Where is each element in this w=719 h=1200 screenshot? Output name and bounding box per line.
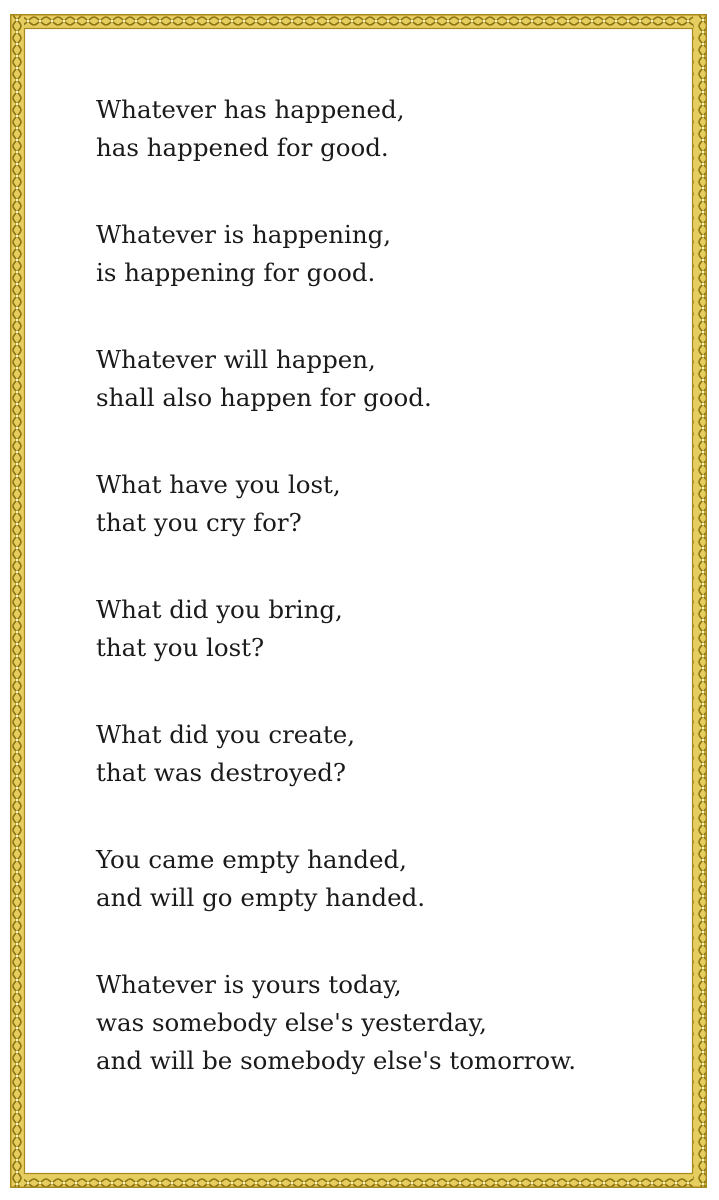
poem-line: Whatever has happened, xyxy=(96,95,405,124)
stanza-4 xyxy=(96,466,676,542)
poem-line: What did you create, xyxy=(96,720,356,749)
stanza-8 xyxy=(96,966,676,1080)
poem-line: that you lost? xyxy=(96,633,265,662)
poem-line: was somebody else's yesterday, xyxy=(96,1008,487,1037)
poem-line: and will go empty handed. xyxy=(96,883,426,912)
poem-line: that you cry for? xyxy=(96,508,302,537)
poem-line: that was destroyed? xyxy=(96,758,347,787)
stanza-7 xyxy=(96,841,676,917)
stanza-5 xyxy=(96,591,676,667)
stanza-2 xyxy=(96,216,676,292)
stanza-3 xyxy=(96,341,676,417)
poem-line: What have you lost, xyxy=(96,470,341,499)
poem-text xyxy=(96,91,676,1129)
poem-line: Whatever is yours today, xyxy=(96,970,402,999)
poem-line: and will be somebody else's tomorrow. xyxy=(96,1046,576,1075)
poem-line: What did you bring, xyxy=(96,595,343,624)
poem-line: shall also happen for good. xyxy=(96,383,432,412)
poem-line: You came empty handed, xyxy=(96,845,407,874)
stanza-6 xyxy=(96,716,676,792)
poem-line: has happened for good. xyxy=(96,133,389,162)
poem-line: is happening for good. xyxy=(96,258,376,287)
poem-line: Whatever is happening, xyxy=(96,220,392,249)
stanza-1 xyxy=(96,91,676,167)
poem-line: Whatever will happen, xyxy=(96,345,376,374)
